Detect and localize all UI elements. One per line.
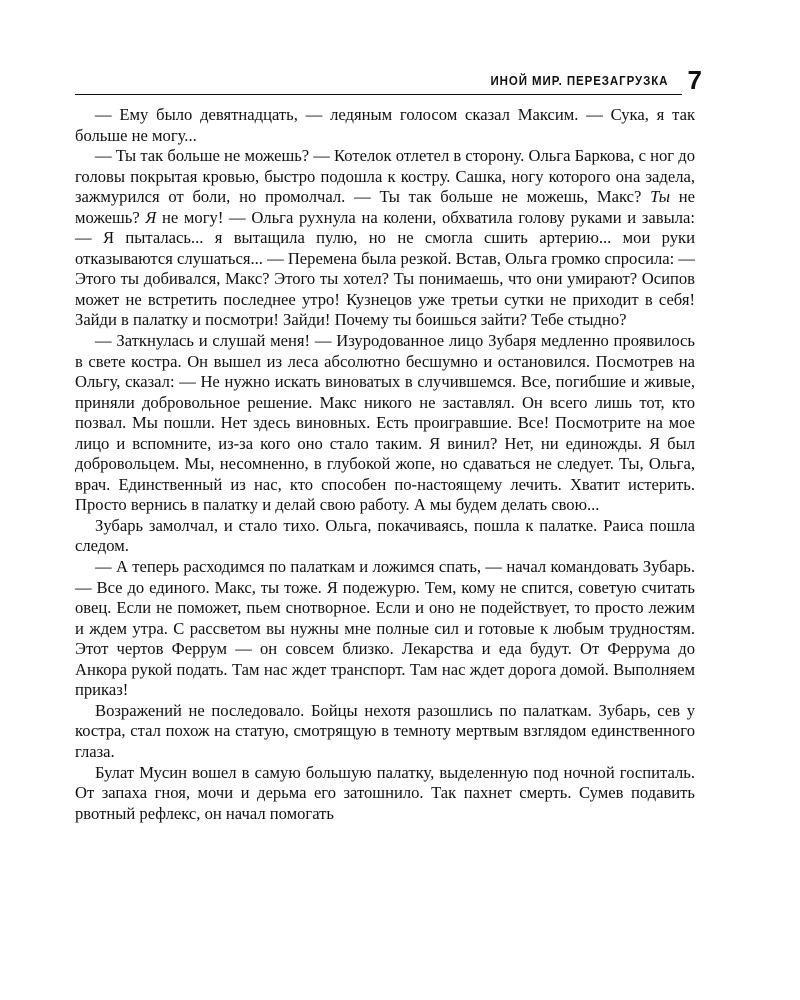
paragraph: — Ему было девятнадцать, — ледяным голосом сказал Максим. — Сука, я так больше не могу... [75, 105, 695, 145]
paragraph: — А теперь расходимся по палаткам и ложимся спать, — начал командовать Зубарь. — Все до единого. Макс, ты тоже. Я подежурю. Тем, кому не спится, советую считать овец. Если не поможет, пьем снотворное. Если и оно не подействует, то просто лежим и ждем утра. С рассветом вы нужны мне полные сил и готовые к любым трудностям. Этот чертов Феррум — он совсем близко. Лекарства и еда будут. От Феррума до Анкора рукой подать. Там нас ждет транспорт. Там нас ждет дорога домой. Выполняем приказ! [75, 557, 695, 700]
paragraph-segment: — Ты так больше не можешь? — Котелок отлетел в сторону. Ольга Баркова, с ног до головы покрытая кровью, быстро подошла к костру. Сашка, ногу которого она задела, зажмурился от боли, но промолчал. — Ты так больше не можешь, Макс? [75, 146, 695, 207]
italic-emphasis: Ты [650, 187, 670, 207]
paragraph: Зубарь замолчал, и стало тихо. Ольга, покачиваясь, пошла к палатке. Раиса пошла следом. [75, 515, 695, 556]
paragraph [75, 146, 695, 331]
page-number: 7 [682, 65, 702, 95]
paragraph: — Заткнулась и слушай меня! — Изуродованное лицо Зубаря медленно проявилось в свете костра. Он вышел из леса абсолютно бесшумно и остановился. Посмотрев на Ольгу, сказал: — Не нужно искать виноватых в случившемся. Все, погибшие и живые, приняли добровольное решение. Макс никого не заставлял. Он всего лишь тот, кто позвал. Мы пошли. Нет здесь виновных. Есть проигравшие. Все! Посмотрите на мое лицо и вспомните, из-за кого оно стало таким. Я винил? Нет, ни единожды. Я был добровольцем. Мы, несомненно, в глубокой жопе, но сдаваться не следует. Ты, Ольга, врач. Единственный из нас, кто способен по-настоящему лечить. Хватит истерить. Просто вернись в палатку и делай свою работу. А мы будем делать свою... [75, 331, 695, 515]
body-text [75, 105, 695, 824]
paragraph-segment: не могу! — Ольга рухнула на колени, обхватила голову руками и завыла: — Я пыталась... я вытащила пулю, но не смогла сшить артерию... мои руки отказываются слушаться... — Перемена была резкой. Встав, Ольга громко спросила: — Этого ты добивался, Макс? Этого ты хотел? Ты понимаешь, что они умирают? Осипов может не встретить последнее утро! Кузнецов уже третьи сутки не приходит в себя! Зайди в палатку и посмотри! Зайди! Почему ты боишься зайти? Тебе стыдно? [75, 207, 696, 330]
running-header-title: ИНОЙ МИР. ПЕРЕЗАГРУЗКА [490, 74, 668, 88]
paragraph-segment: не можешь? [75, 187, 695, 227]
italic-emphasis: Я [145, 207, 157, 227]
paragraph: Булат Мусин вошел в самую большую палатку, выделенную под ночной госпиталь. От запаха гноя, мочи и дерьма его затошнило. Так пахнет смерть. Сумев подавить рвотный рефлекс, он начал помогать [75, 762, 695, 823]
paragraph: Возражений не последовало. Бойцы нехотя разошлись по палаткам. Зубарь, сев у костра, стал похож на статую, смотрящую в темноту мертвым взглядом единственного глаза. [75, 700, 695, 761]
running-header [75, 65, 702, 95]
